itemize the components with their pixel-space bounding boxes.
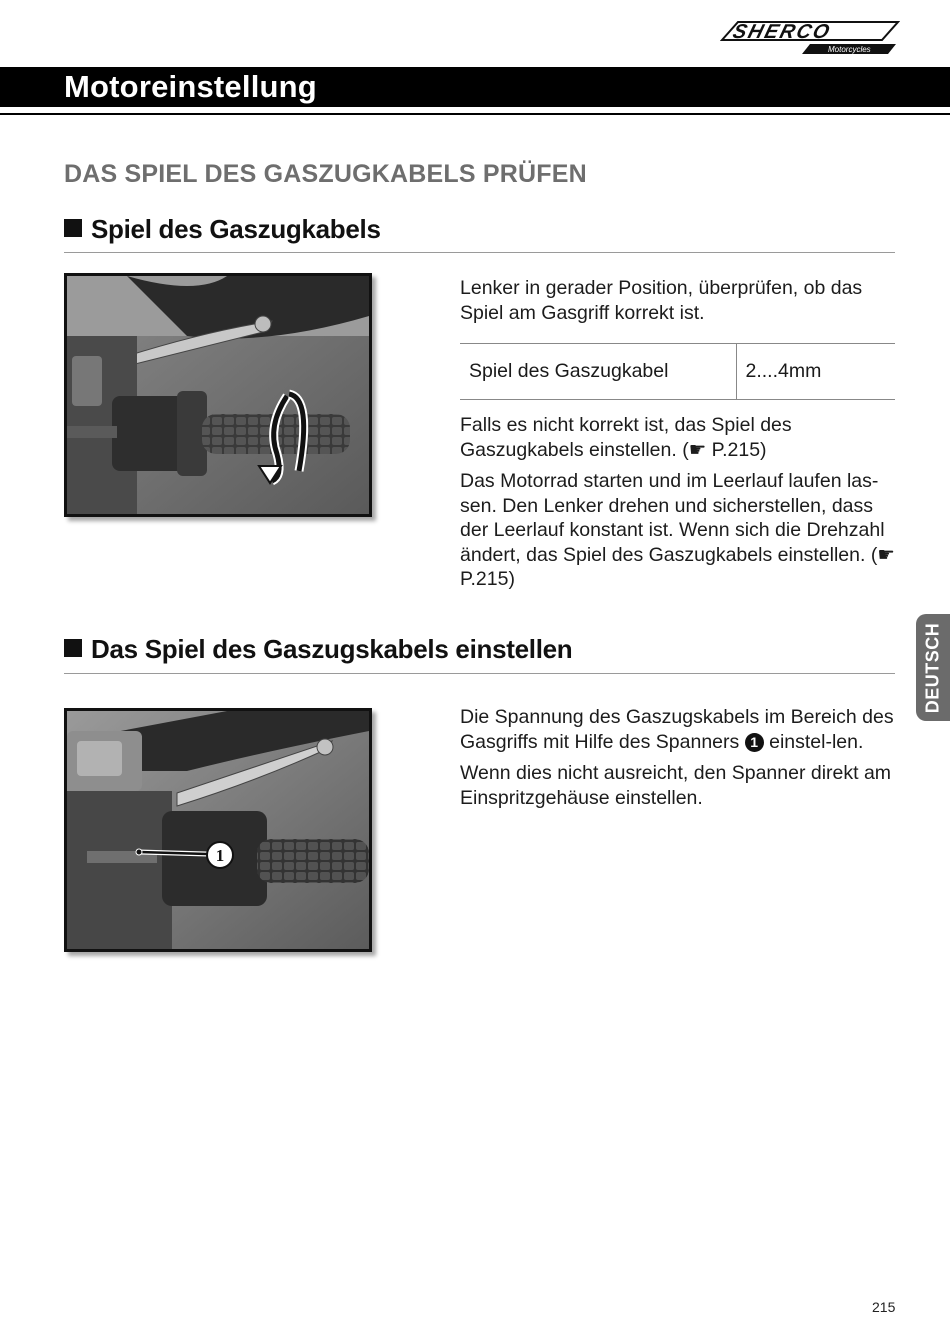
subsection-1-body bbox=[460, 413, 900, 599]
body-paragraph-2: Das Motorrad starten und im Leerlauf laufen las-sen. Den Lenker drehen und sicherstellen, dass der Leerlauf konstant ist. Wenn sich die Drehzahl ändert, das Spiel des Gaszugkabels einstellen. (☛ P.215) bbox=[460, 470, 895, 590]
page-number: 215 bbox=[872, 1299, 896, 1315]
spec-table bbox=[460, 343, 895, 400]
adjust-paragraph-1-b: einstel-len. bbox=[769, 730, 864, 753]
page-title: Motoreinstellung bbox=[64, 69, 317, 104]
language-side-tab bbox=[916, 614, 950, 721]
subsection-divider-1 bbox=[64, 252, 895, 253]
brand-tagline: Motorcycles bbox=[828, 45, 871, 54]
spec-label: Spiel des Gaszugkabel bbox=[460, 344, 736, 400]
subsection-1-intro bbox=[460, 276, 900, 332]
sherco-logo bbox=[720, 14, 900, 56]
table-row bbox=[460, 344, 895, 400]
spec-value: 2....4mm bbox=[736, 344, 895, 400]
square-bullet-icon bbox=[64, 639, 82, 657]
section-heading: DAS SPIEL DES GASZUGKABELS PRÜFEN bbox=[64, 160, 587, 188]
subsection-heading-1-text: Spiel des Gaszugkabels bbox=[91, 214, 381, 244]
subsection-2-body bbox=[460, 705, 900, 817]
callout-1-photo: 1 bbox=[215, 846, 225, 865]
title-bar bbox=[0, 67, 950, 107]
adjust-paragraph-2: Wenn dies nicht ausreicht, den Spanner direkt am Einspritzgehäuse einstellen. bbox=[460, 762, 892, 809]
language-label: DEUTSCH bbox=[922, 622, 943, 713]
brand-name: SHERCO bbox=[730, 21, 834, 43]
intro-paragraph: Lenker in gerader Position, überprüfen, ob das Spiel am Gasgriff korrekt ist. bbox=[460, 277, 863, 324]
cable-adjuster-photo bbox=[64, 708, 372, 952]
subsection-heading-2 bbox=[64, 634, 572, 665]
callout-1-icon: 1 bbox=[745, 733, 764, 752]
adjust-paragraph-1 bbox=[460, 705, 900, 754]
subsection-heading-2-text: Das Spiel des Gaszugskabels einstellen bbox=[91, 634, 573, 664]
title-divider bbox=[0, 113, 950, 115]
body-paragraph-1: Falls es nicht korrekt ist, das Spiel des Gaszugkabels einstellen. (☛ P.215) bbox=[460, 414, 792, 461]
throttle-grip-photo bbox=[64, 273, 372, 517]
subsection-heading-1 bbox=[64, 214, 381, 245]
subsection-divider-2 bbox=[64, 673, 895, 674]
square-bullet-icon bbox=[64, 219, 82, 237]
adjust-paragraph-1-a: Die Spannung des Gaszugskabels im Bereich des Gasgriffs mit Hilfe des Spanners bbox=[460, 706, 894, 753]
